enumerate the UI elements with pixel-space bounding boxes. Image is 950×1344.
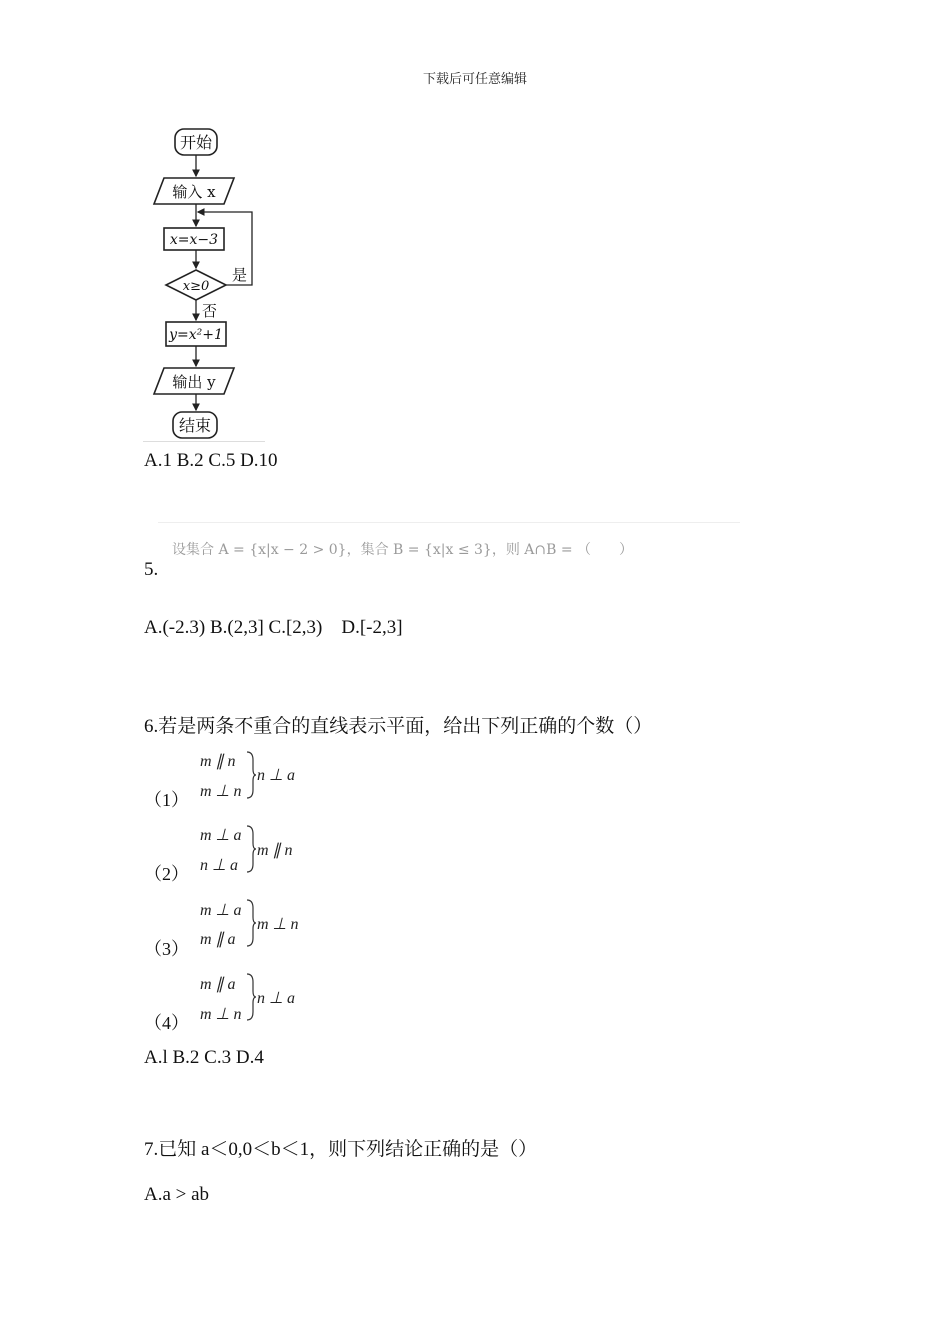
q5-number: 5. [144, 559, 159, 580]
brace-icon [245, 972, 257, 1022]
q6-item-result: n ⊥ a [257, 990, 295, 1007]
brace-icon [245, 824, 257, 874]
q5-image-text: 设集合 A = {x|x − 2 > 0}，集合 B = {x|x ≤ 3}，则 A∩B = （ ） [172, 542, 634, 558]
q6-item-top: m ⊥ a [200, 827, 242, 844]
input-label: 输入 x [172, 183, 216, 201]
q6-item-label: （2） [144, 864, 189, 884]
flowchart-rule [143, 441, 265, 442]
compute-label: y=x²+1 [169, 327, 223, 343]
q6-item-result: n ⊥ a [257, 767, 295, 784]
no-label: 否 [202, 302, 218, 320]
q6-options: A.l B.2 C.3 D.4 [144, 1047, 264, 1068]
q6-item-result: m ⊥ n [257, 916, 299, 933]
q6-item-bottom: m ⊥ n [200, 1006, 242, 1023]
q6-item-label: （1） [144, 790, 189, 810]
page-header: 下载后可任意编辑 [422, 72, 527, 87]
assign-label: x=x−3 [169, 232, 219, 248]
condition-label: x≥0 [182, 279, 210, 294]
q6-item-bottom: m ⊥ n [200, 783, 242, 800]
q6-stem: 6.若是两条不重合的直线表示平面，给出下列正确的个数（） [144, 716, 653, 737]
q6-item-result: m ∥ n [257, 842, 293, 859]
end-label: 结束 [178, 416, 212, 435]
output-label: 输出 y [172, 373, 216, 391]
brace-icon [245, 750, 257, 800]
flowchart [140, 120, 280, 445]
q6-item-bottom: m ∥ a [200, 931, 236, 948]
q6-item-top: m ∥ n [200, 753, 236, 770]
q6-item-label: （4） [144, 1013, 189, 1033]
q5-image-rule [158, 522, 740, 523]
q4-options: A.1 B.2 C.5 D.10 [144, 450, 278, 471]
q5-options: A.(-2.3) B.(2,3] C.[2,3) D.[-2,3] [144, 617, 403, 638]
q7-stem: 7.已知 a＜0,0＜b＜1，则下列结论正确的是（） [144, 1139, 538, 1160]
brace-icon [245, 898, 257, 948]
yes-label: 是 [232, 266, 248, 284]
start-label: 开始 [179, 133, 213, 152]
q6-item-top: m ∥ a [200, 976, 236, 993]
q6-item-label: （3） [144, 939, 189, 959]
q6-item-bottom: n ⊥ a [200, 857, 238, 874]
q7-option-a: A.a > ab [144, 1184, 210, 1205]
q6-item-top: m ⊥ a [200, 902, 242, 919]
